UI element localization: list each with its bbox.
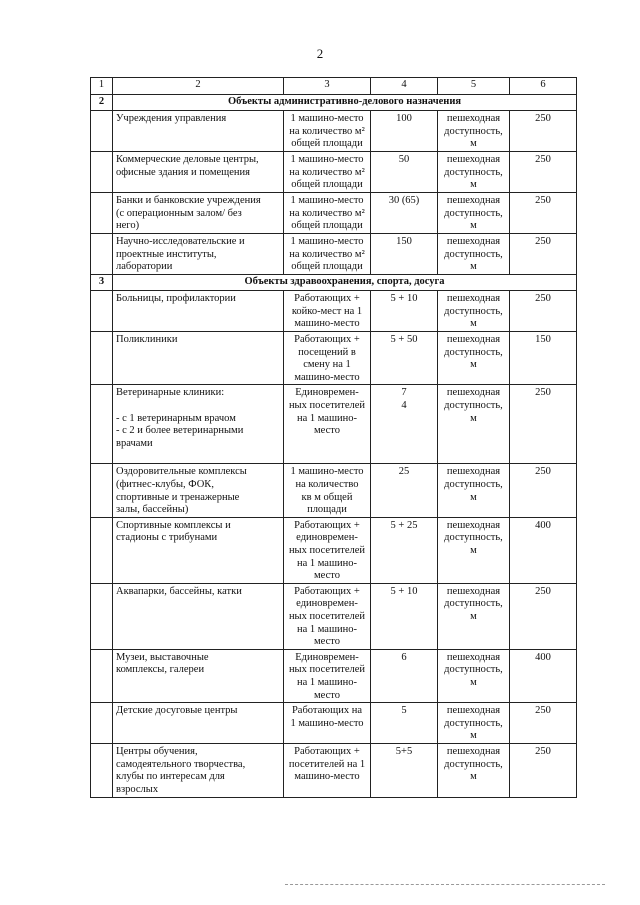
distance-cell: 250 [510,583,577,649]
column-header: 1 [91,78,113,95]
accessibility-cell: пешеходная доступность, м [438,332,510,385]
table-row [91,291,577,332]
calc-unit-cell: Работающих + посещений в смену на 1 машино-место [284,332,371,385]
calc-unit-cell: Единовремен- ных посетителей на 1 машино- место [284,385,371,464]
accessibility-cell: пешеходная доступность, м [438,464,510,517]
calc-unit-cell: 1 машино-место на количество м² общей площади [284,152,371,193]
accessibility-cell: пешеходная доступность, м [438,583,510,649]
row-number-cell [91,703,113,744]
distance-cell: 250 [510,385,577,464]
row-number-cell [91,152,113,193]
object-type-cell: Учреждения управления [113,111,284,152]
column-header-row [91,78,577,95]
object-type-cell: Поликлиники [113,332,284,385]
accessibility-cell: пешеходная доступность, м [438,234,510,275]
norm-value-cell: 5 [371,703,438,744]
table-row [91,703,577,744]
table-row [91,332,577,385]
accessibility-cell: пешеходная доступность, м [438,649,510,702]
calc-unit-cell: 1 машино-место на количество м² общей площади [284,193,371,234]
calc-unit-cell: Единовремен- ных посетителей на 1 машино- место [284,649,371,702]
object-type-cell: Коммерческие деловые центры, офисные здания и помещения [113,152,284,193]
distance-cell: 150 [510,332,577,385]
table-row [91,583,577,649]
distance-cell: 250 [510,703,577,744]
calc-unit-cell: Работающих + койко-мест на 1 машино-место [284,291,371,332]
calc-unit-cell: Работающих + единовремен- ных посетителей на 1 машино- место [284,517,371,583]
calc-unit-cell: Работающих + единовремен- ных посетителей на 1 машино- место [284,583,371,649]
accessibility-cell: пешеходная доступность, м [438,291,510,332]
table-row [91,517,577,583]
accessibility-cell: пешеходная доступность, м [438,703,510,744]
row-number-cell [91,583,113,649]
distance-cell: 400 [510,517,577,583]
norm-value-cell: 25 [371,464,438,517]
norm-value-cell: 100 [371,111,438,152]
object-type-cell: Научно-исследовательские и проектные институты, лаборатории [113,234,284,275]
calc-unit-cell: 1 машино-место на количество м² общей площади [284,111,371,152]
row-number-cell [91,234,113,275]
object-type-cell: Ветеринарные клиники: - с 1 ветеринарным врачом - с 2 и более ветеринарными врачами [113,385,284,464]
distance-cell: 250 [510,291,577,332]
row-number-cell [91,649,113,702]
row-number-cell [91,193,113,234]
page-number: 2 [316,46,324,61]
table-row [91,152,577,193]
table-row [91,464,577,517]
table-row [91,111,577,152]
distance-cell: 250 [510,111,577,152]
row-number-cell [91,385,113,464]
column-header: 4 [371,78,438,95]
section-number: 2 [91,95,113,111]
table-row [91,649,577,702]
section-row [91,95,577,111]
distance-cell: 250 [510,744,577,797]
accessibility-cell: пешеходная доступность, м [438,193,510,234]
column-header: 6 [510,78,577,95]
row-number-cell [91,291,113,332]
norm-value-cell: 5+5 [371,744,438,797]
table-row [91,385,577,464]
column-header: 5 [438,78,510,95]
table-row [91,234,577,275]
object-type-cell: Спортивные комплексы и стадионы с трибунами [113,517,284,583]
object-type-cell: Центры обучения, самодеятельного творчества, клубы по интересам для взрослых [113,744,284,797]
table-row [91,193,577,234]
accessibility-cell: пешеходная доступность, м [438,517,510,583]
section-title: Объекты административно-делового назначения [113,95,577,111]
row-number-cell [91,332,113,385]
distance-cell: 250 [510,152,577,193]
row-number-cell [91,464,113,517]
row-number-cell [91,744,113,797]
accessibility-cell: пешеходная доступность, м [438,385,510,464]
norm-value-cell: 5 + 50 [371,332,438,385]
norm-value-cell: 150 [371,234,438,275]
section-number: 3 [91,275,113,291]
column-header: 2 [113,78,284,95]
distance-cell: 250 [510,234,577,275]
norm-value-cell: 5 + 10 [371,583,438,649]
row-number-cell [91,111,113,152]
section-row [91,275,577,291]
norm-value-cell: 30 (65) [371,193,438,234]
object-type-cell: Детские досуговые центры [113,703,284,744]
accessibility-cell: пешеходная доступность, м [438,152,510,193]
footer-rule [285,884,605,885]
accessibility-cell: пешеходная доступность, м [438,111,510,152]
distance-cell: 250 [510,464,577,517]
norm-value-cell: 5 + 25 [371,517,438,583]
row-number-cell [91,517,113,583]
object-type-cell: Оздоровительные комплексы (фитнес-клубы, ФОК, спортивные и тренажерные залы, бассейны) [113,464,284,517]
calc-unit-cell: 1 машино-место на количество кв м общей площади [284,464,371,517]
norm-value-cell: 5 + 10 [371,291,438,332]
object-type-cell: Больницы, профилактории [113,291,284,332]
table-row [91,744,577,797]
parking-norms-table [90,77,577,798]
calc-unit-cell: Работающих + посетителей на 1 машино-место [284,744,371,797]
distance-cell: 250 [510,193,577,234]
object-type-cell: Банки и банковские учреждения (с операционным залом/ без него) [113,193,284,234]
calc-unit-cell: Работающих на 1 машино-место [284,703,371,744]
object-type-cell: Музеи, выставочные комплексы, галереи [113,649,284,702]
norm-value-cell: 50 [371,152,438,193]
distance-cell: 400 [510,649,577,702]
norm-value-cell: 6 [371,649,438,702]
norm-value-cell: 7 4 [371,385,438,464]
column-header: 3 [284,78,371,95]
object-type-cell: Аквапарки, бассейны, катки [113,583,284,649]
accessibility-cell: пешеходная доступность, м [438,744,510,797]
calc-unit-cell: 1 машино-место на количество м² общей площади [284,234,371,275]
section-title: Объекты здравоохранения, спорта, досуга [113,275,577,291]
